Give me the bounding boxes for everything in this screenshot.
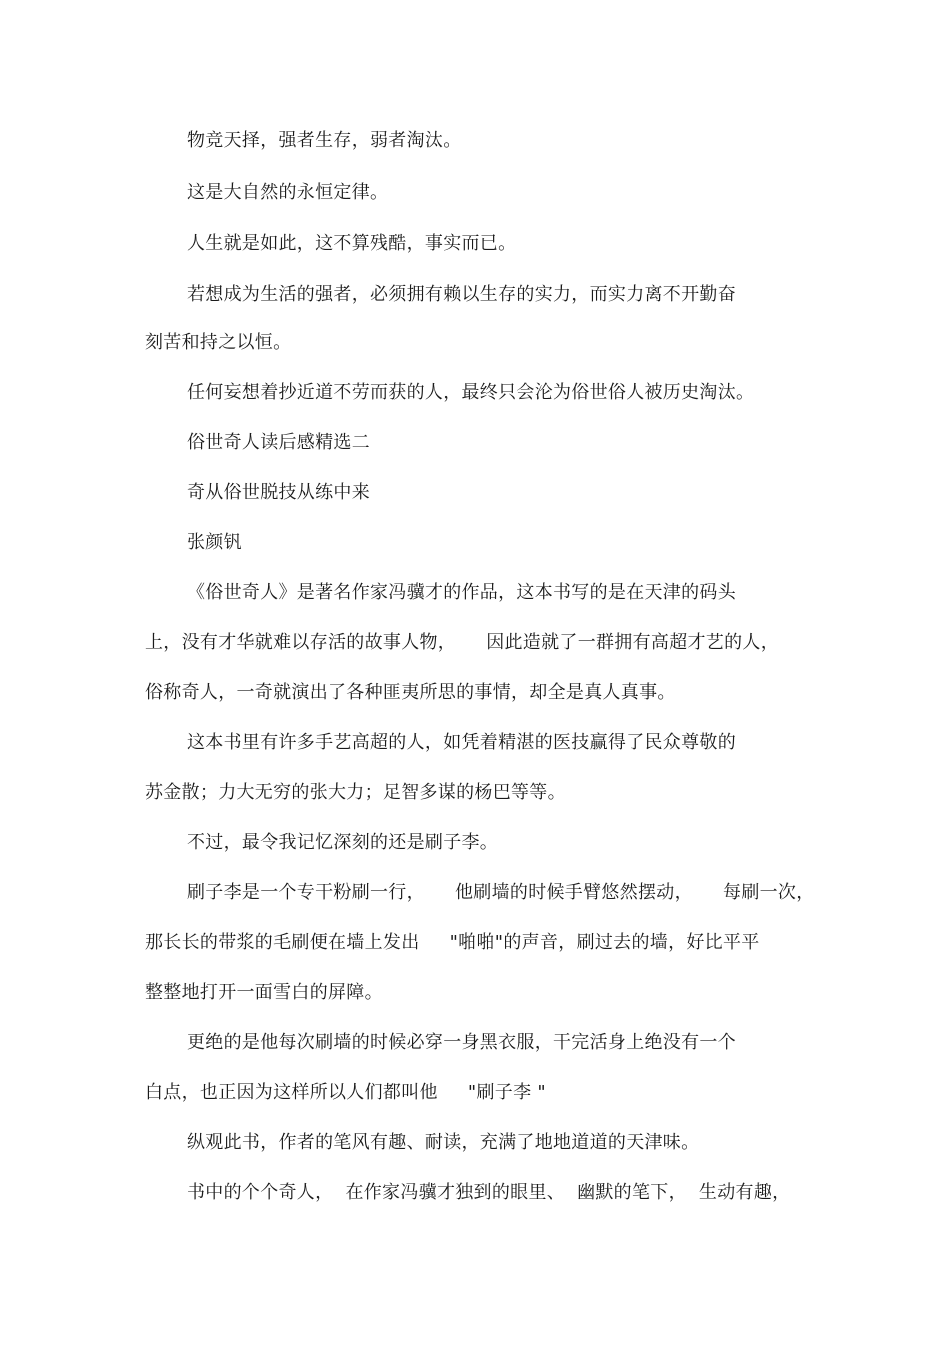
paragraph-line-14: 苏金散；力大无穷的张大力；足智多谋的杨巴等等。 — [145, 782, 566, 803]
paragraph-line-4: 若想成为生活的强者，必须拥有赖以生存的实力，而实力离不开勤奋 — [187, 284, 736, 305]
article-title: 奇从俗世脱技从练中来 — [187, 482, 370, 503]
paragraph-line-19: 更绝的是他每次刷墙的时候必穿一身黑衣服，干完活身上绝没有一个 — [187, 1032, 736, 1053]
paragraph-line-1: 物竞天择，强者生存，弱者淘汰。 — [187, 130, 462, 151]
paragraph-line-22: 书中的个个奇人， 在作家冯骥才独到的眼里、 幽默的笔下， 生动有趣， — [187, 1182, 791, 1203]
paragraph-line-21: 纵观此书，作者的笔风有趣、耐读，充满了地地道道的天津味。 — [187, 1132, 700, 1153]
paragraph-line-16: 刷子李是一个专干粉刷一行， 他刷墙的时候手臂悠然摆动， 每刷一次， — [187, 882, 815, 903]
paragraph-line-13: 这本书里有许多手艺高超的人，如凭着精湛的医技赢得了民众尊敬的 — [187, 732, 736, 753]
paragraph-line-17: 那长长的带浆的毛刷便在墙上发出 "啪啪"的声音，刷过去的墙，好比平平 — [145, 932, 760, 953]
paragraph-line-10: 《俗世奇人》是著名作家冯骥才的作品，这本书写的是在天津的码头 — [187, 582, 736, 603]
paragraph-line-12: 俗称奇人，一奇就演出了各种匪夷所思的事情，却全是真人真事。 — [145, 682, 676, 703]
paragraph-line-3: 人生就是如此，这不算残酷，事实而已。 — [187, 233, 517, 254]
paragraph-line-6: 任何妄想着抄近道不劳而获的人，最终只会沦为俗世俗人被历史淘汰。 — [187, 382, 755, 403]
paragraph-line-18: 整整地打开一面雪白的屏障。 — [145, 982, 383, 1003]
paragraph-line-20: 白点，也正因为这样所以人们都叫他 "刷子李 " — [145, 1082, 546, 1103]
author-name: 张颜钒 — [187, 532, 242, 553]
paragraph-line-15: 不过，最令我记忆深刻的还是刷子李。 — [187, 832, 499, 853]
paragraph-line-5: 刻苦和持之以恒。 — [145, 332, 292, 353]
section-title: 俗世奇人读后感精选二 — [187, 432, 370, 453]
paragraph-line-11: 上，没有才华就难以存活的故事人物， 因此造就了一群拥有高超才艺的人， — [145, 632, 780, 653]
paragraph-line-2: 这是大自然的永恒定律。 — [187, 182, 389, 203]
